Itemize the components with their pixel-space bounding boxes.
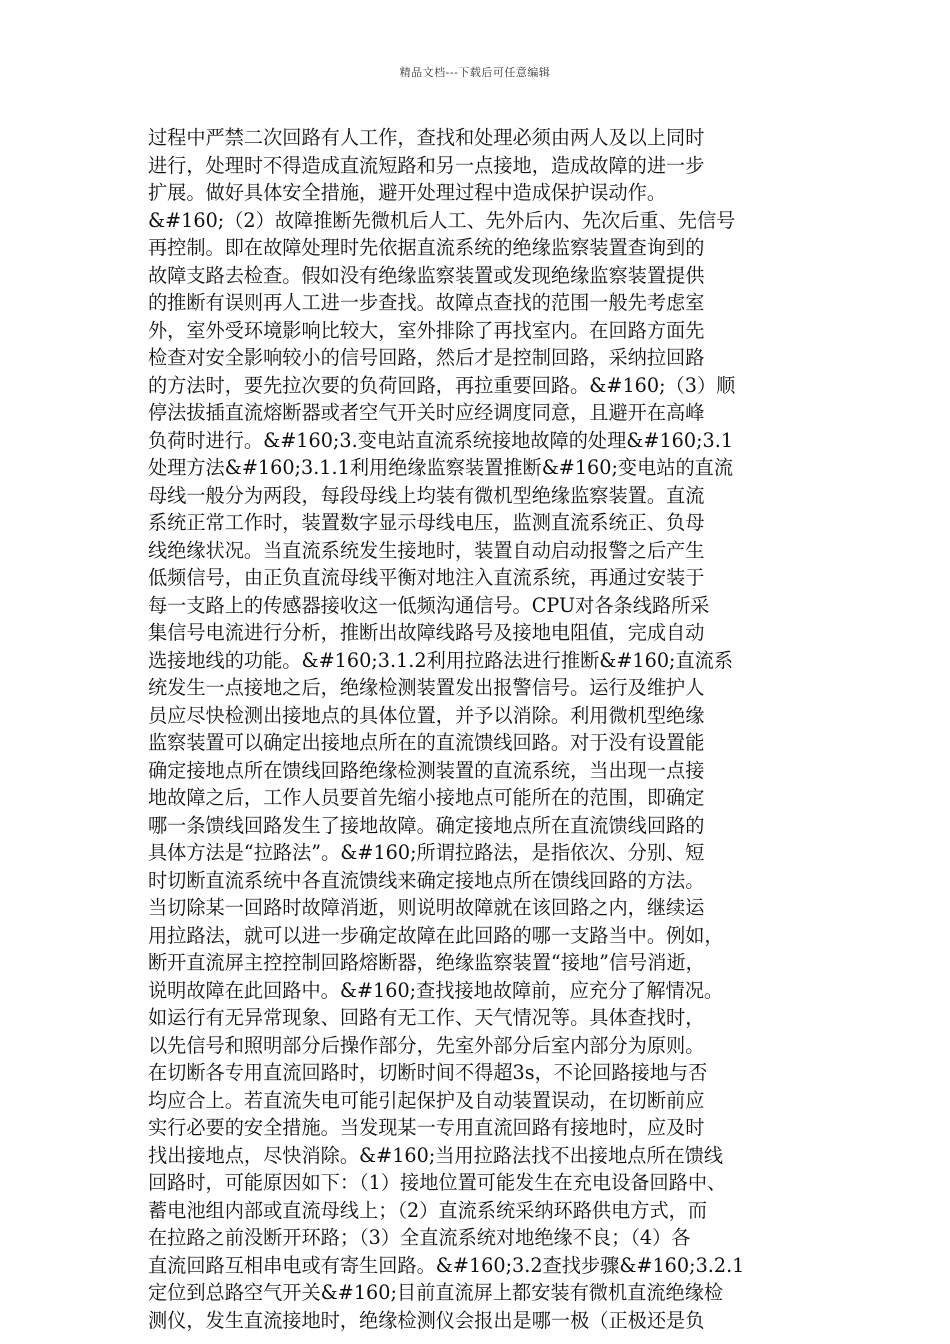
text-line: 时切断直流系统中各直流馈线来确定接地点所在馈线回路的方法。 (148, 868, 705, 892)
text-line: 低频信号，由正负直流母线平衡对地注入直流系统，再通过安装于 (148, 566, 705, 589)
text-line: 以先信号和照明部分后操作部分，先室外部分后室内部分为原则。 (148, 1033, 705, 1057)
text-line: 在切断各专用直流回路时，切断时间不得超3s，不论回路接地与否 (148, 1061, 708, 1084)
text-line: 直流回路互相串电或有寄生回路。&#160;3.2查找步骤&#160;3.2.1 (148, 1253, 745, 1277)
text-line: 线绝缘状况。当直流系统发生接地时，装置自动启动报警之后产生 (148, 538, 705, 562)
text-line: 蓄电池组内部或直流母线上；（2）直流系统采纳环路供电方式，而 (148, 1198, 708, 1222)
text-line: 用拉路法，就可以进一步确定故障在此回路的哪一支路当中。例如， (148, 923, 724, 947)
text-line: 确定接地点所在馈线回路绝缘检测装置的直流系统，当出现一点接 (148, 758, 705, 782)
text-line: 实行必要的安全措施。当发现某一专用直流回路有接地时，应及时 (148, 1116, 705, 1139)
text-line: 地故障之后，工作人员要首先缩小接地点可能所在的范围，即确定 (148, 786, 705, 809)
text-line: 断开直流屏主控控制回路熔断器，绝缘监察装置“接地”信号消逝， (148, 951, 705, 974)
text-line: 选接地线的功能。&#160;3.1.2利用拉路法进行推断&#160;直流系 (148, 648, 734, 672)
text-line: 再控制。即在故障处理时先依据直流系统的绝缘监察装置查询到的 (148, 236, 705, 259)
text-line: 外，室外受环境影响比较大，室外排除了再找室内。在回路方面先 (148, 318, 705, 342)
text-line: 的推断有误则再人工进一步查找。故障点查找的范围一般先考虑室 (148, 291, 705, 314)
text-line: 系统正常工作时，装置数字显示母线电压，监测直流系统正、负母 (148, 511, 705, 534)
text-line: 扩展。做好具体安全措施，避开处理过程中造成保护误动作。 (148, 181, 667, 204)
text-line: 哪一条馈线回路发生了接地故障。确定接地点所在直流馈线回路的 (148, 813, 705, 837)
text-line: 监察装置可以确定出接地点所在的直流馈线回路。对于没有设置能 (148, 731, 705, 754)
text-line: 进行，处理时不得造成直流短路和另一点接地，造成故障的进一步 (148, 153, 705, 177)
text-line: 找出接地点，尽快消除。&#160;当用拉路法找不出接地点所在馈线 (148, 1143, 724, 1167)
text-line: 如运行有无异常现象、回路有无工作、天气情况等。具体查找时， (148, 1006, 705, 1029)
text-line: 每一支路上的传感器接收这一低频沟通信号。CPU对各条线路所采 (148, 593, 710, 617)
text-line: 在拉路之前没断开环路；（3）全直流系统对地绝缘不良；（4）各 (148, 1226, 691, 1249)
document-body (148, 124, 804, 1334)
text-line: 故障支路去检查。假如没有绝缘监察装置或发现绝缘监察装置提供 (148, 263, 705, 287)
text-line: 负荷时进行。&#160;3.变电站直流系统接地故障的处理&#160;3.1 (148, 428, 734, 452)
text-line: 说明故障在此回路中。&#160;查找接地故障前，应充分了解情况。 (148, 978, 724, 1002)
text-line: 母线一般分为两段，每段母线上均装有微机型绝缘监察装置。直流 (148, 483, 705, 507)
text-line: 集信号电流进行分析，推断出故障线路号及接地电阻值，完成自动 (148, 621, 705, 644)
page-header: 精品文档---下载后可任意编辑 (399, 66, 551, 79)
text-line: &#160;（2）故障推断先微机后人工、先外后内、先次后重、先信号 (148, 208, 736, 232)
text-line: 过程中严禁二次回路有人工作，查找和处理必须由两人及以上同时 (148, 126, 705, 149)
text-line: 均应合上。若直流失电可能引起保护及自动装置误动，在切断前应 (148, 1088, 705, 1112)
text-line: 具体方法是“拉路法”。&#160;所谓拉路法，是指依次、分别、短 (148, 841, 705, 864)
text-line: 测仪，发生直流接地时，绝缘检测仪会报出是哪一极（正极还是负 (148, 1308, 705, 1332)
text-line: 定位到总路空气开关&#160;目前直流屏上都安装有微机直流绝缘检 (148, 1281, 724, 1304)
text-line: 当切除某一回路时故障消逝，则说明故障就在该回路之内，继续运 (148, 896, 705, 919)
text-line: 的方法时，要先拉次要的负荷回路，再拉重要回路。&#160;（3）顺 (148, 373, 736, 397)
text-line: 回路时，可能原因如下：（1）接地位置可能发生在充电设备回路中、 (148, 1171, 727, 1194)
text-line: 员应尽快检测出接地点的具体位置，并予以消除。利用微机型绝缘 (148, 703, 705, 727)
text-line: 统发生一点接地之后，绝缘检测装置发出报警信号。运行及维护人 (148, 676, 705, 699)
text-line: 停法拔插直流熔断器或者空气开关时应经调度同意，且避开在高峰 (148, 401, 705, 424)
text-line: 检查对安全影响较小的信号回路，然后才是控制回路，采纳拉回路 (148, 346, 705, 369)
text-line: 处理方法&#160;3.1.1利用绝缘监察装置推断&#160;变电站的直流 (148, 456, 734, 479)
